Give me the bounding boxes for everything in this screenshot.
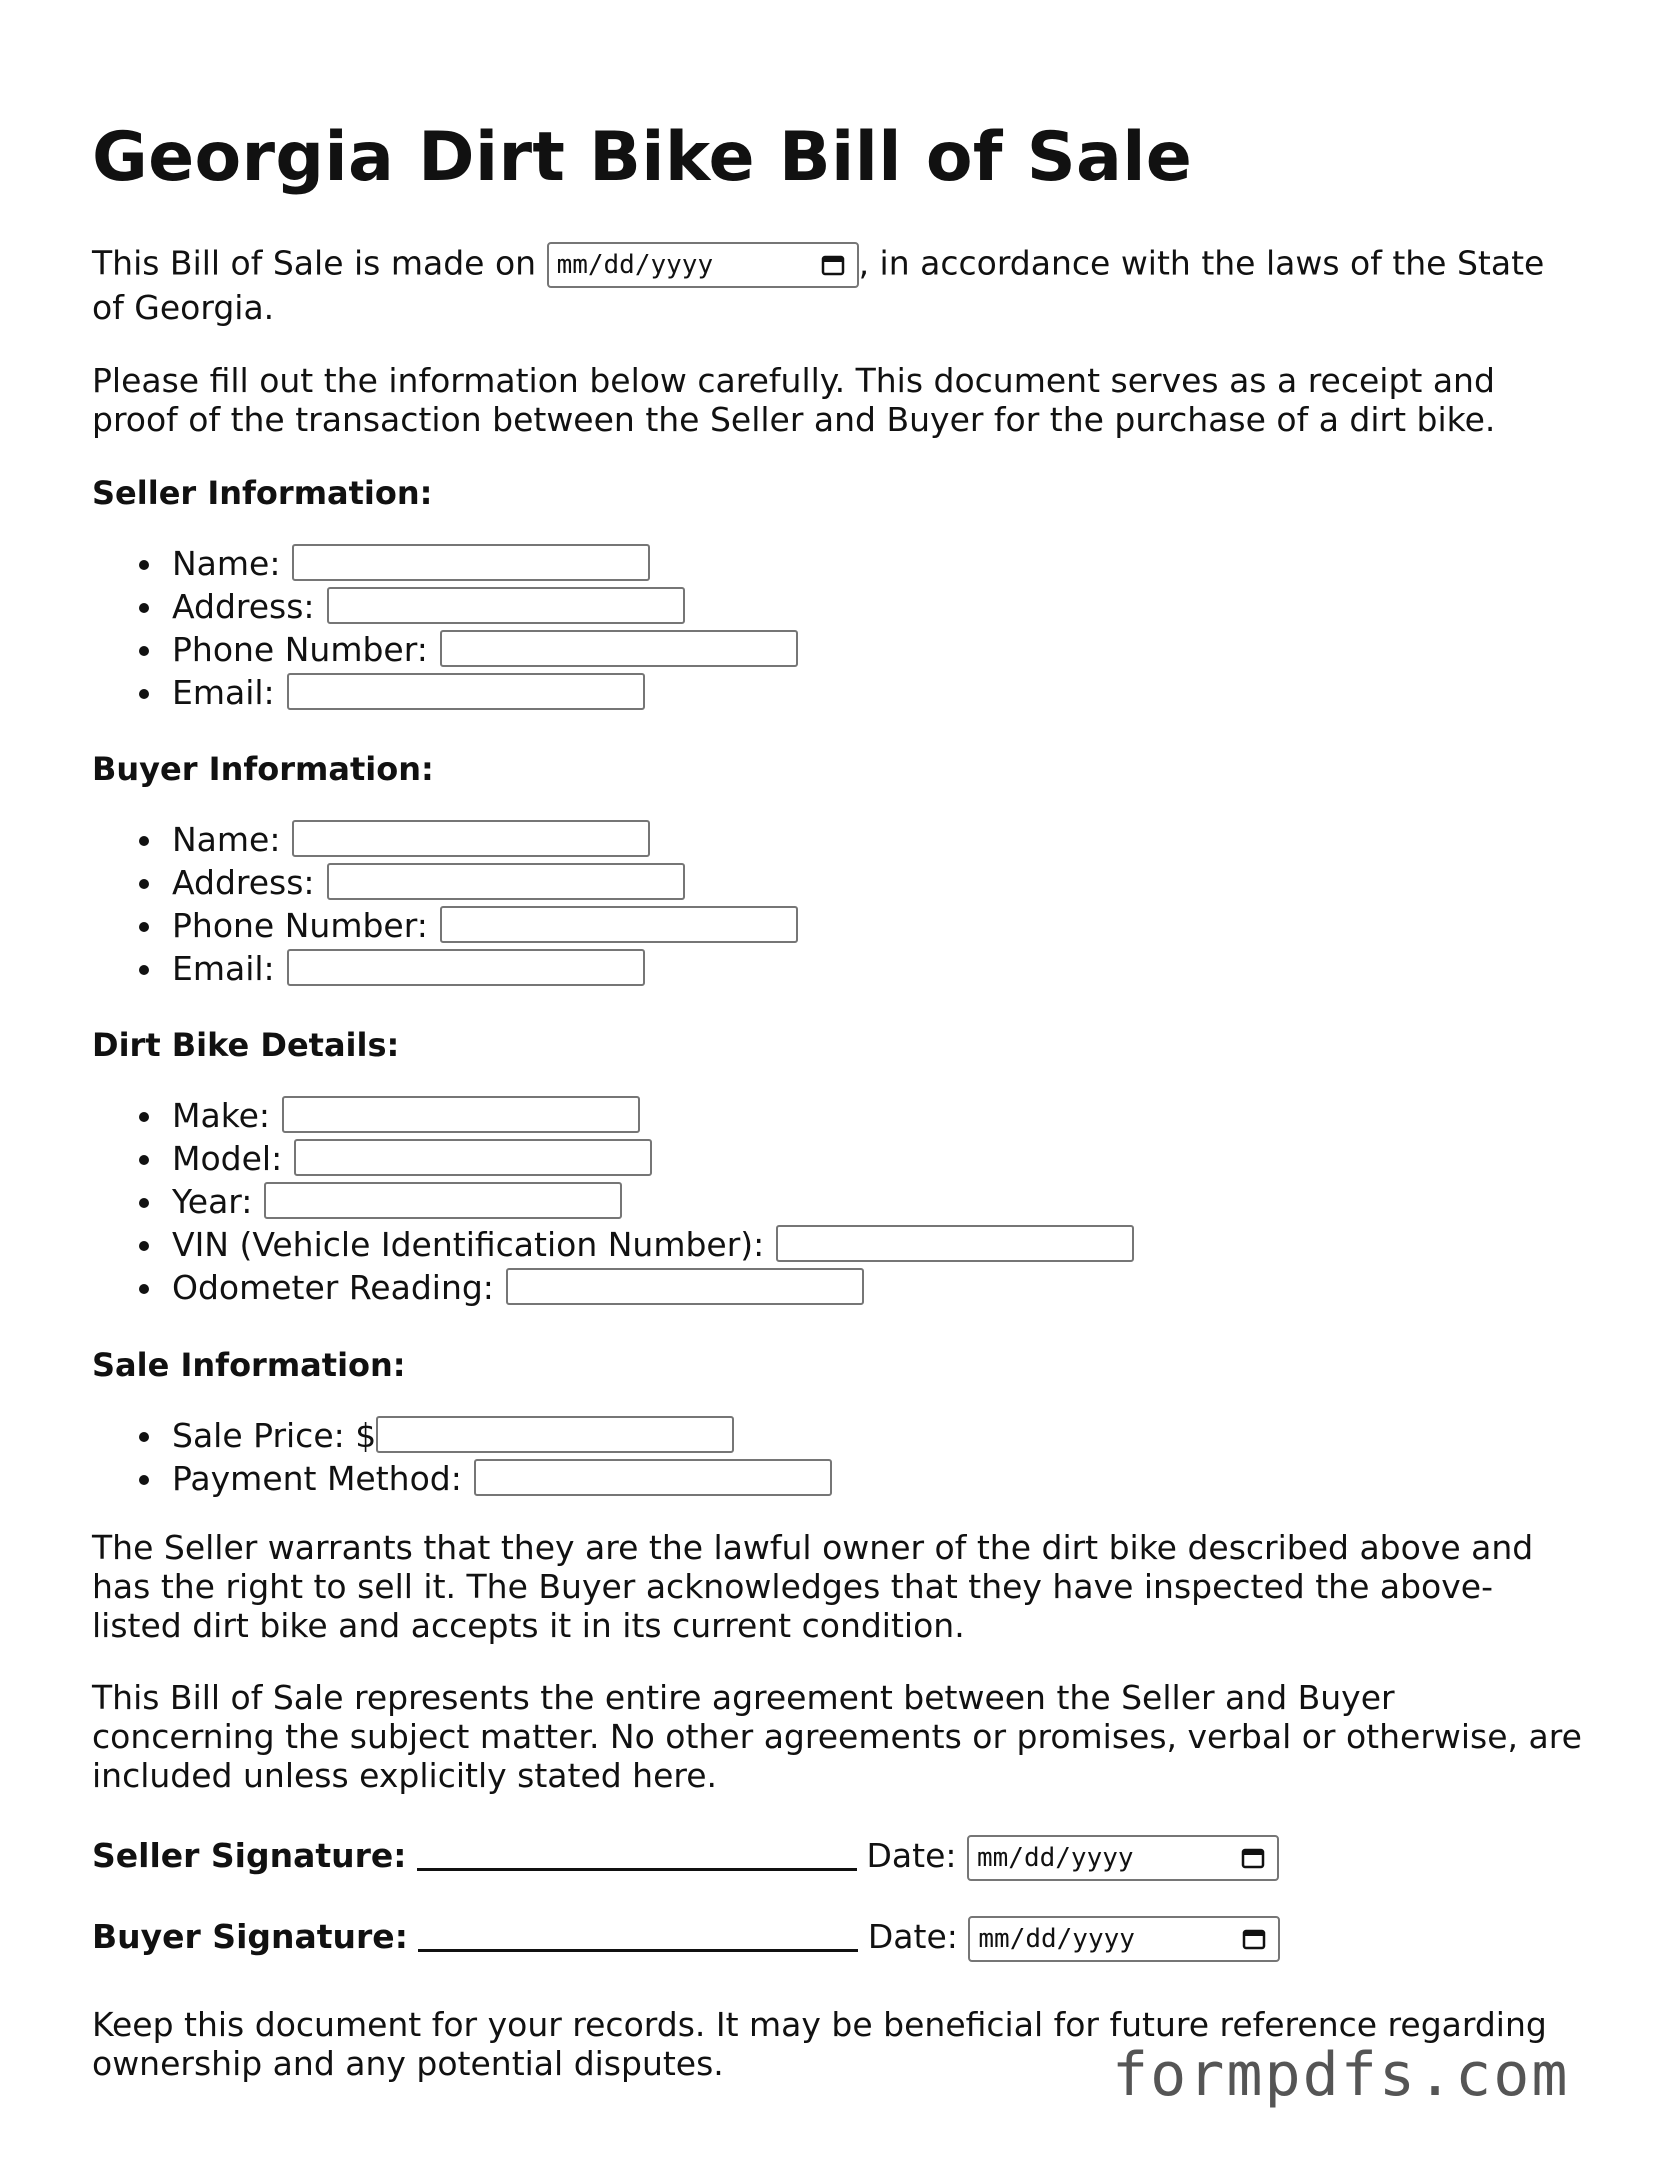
seller-phone-input[interactable]	[440, 630, 798, 667]
bike-odometer-input[interactable]	[506, 1268, 864, 1305]
buyer-date-placeholder: mm/dd/yyyy	[978, 1923, 1135, 1954]
buyer-date-label: Date:	[867, 1917, 958, 1956]
buyer-email-item	[92, 947, 798, 990]
calendar-icon[interactable]	[1242, 1928, 1266, 1950]
buyer-address-input[interactable]	[327, 863, 685, 900]
buyer-phone-label: Phone Number:	[172, 906, 428, 945]
intro-suffix: , in accordance with the laws of the State of Georgia.	[92, 243, 1545, 327]
sale-date-input[interactable]	[547, 242, 859, 288]
seller-fields	[92, 542, 798, 714]
intro-paragraph	[92, 242, 1582, 327]
seller-email-item	[92, 671, 798, 714]
bike-vin-input[interactable]	[776, 1225, 1134, 1262]
buyer-address-label: Address:	[172, 863, 315, 902]
bike-make-label: Make:	[172, 1096, 271, 1135]
bike-vin-item	[92, 1223, 1134, 1266]
seller-address-input[interactable]	[327, 587, 685, 624]
bike-year-item	[92, 1180, 1134, 1223]
buyer-name-input[interactable]	[292, 820, 650, 857]
seller-date-input[interactable]	[967, 1835, 1279, 1881]
sale-price-label: Sale Price: $	[172, 1416, 377, 1455]
seller-date-label: Date:	[866, 1836, 957, 1875]
seller-signature-label: Seller Signature:	[92, 1836, 407, 1875]
seller-name-label: Name:	[172, 544, 281, 583]
bike-year-label: Year:	[172, 1182, 253, 1221]
page-title: Georgia Dirt Bike Bill of Sale	[92, 118, 1193, 197]
bike-make-input[interactable]	[282, 1096, 640, 1133]
buyer-email-label: Email:	[172, 949, 275, 988]
sale-date-placeholder: mm/dd/yyyy	[556, 250, 714, 280]
closing-paragraph: Keep this document for your records. It may be beneficial for future reference regarding ownership and any potential disputes.	[92, 2005, 1547, 2083]
bike-year-input[interactable]	[264, 1182, 622, 1219]
payment-method-label: Payment Method:	[172, 1459, 462, 1498]
seller-email-input[interactable]	[287, 673, 645, 710]
seller-heading: Seller Information:	[92, 474, 433, 512]
buyer-heading: Buyer Information:	[92, 750, 434, 788]
watermark: formpdfs.com	[1112, 2040, 1570, 2110]
intro-prefix: This Bill of Sale is made on	[92, 243, 537, 283]
buyer-date-input[interactable]	[968, 1916, 1280, 1962]
buyer-phone-input[interactable]	[440, 906, 798, 943]
seller-address-item	[92, 585, 798, 628]
calendar-icon[interactable]	[1241, 1847, 1265, 1869]
warranty-paragraph: The Seller warrants that they are the lawful owner of the dirt bike described above and has the right to sell it. The Buyer acknowledges that they have inspected the above-listed dirt bike and accepts it in its current condition.	[92, 1528, 1534, 1645]
bike-odometer-item	[92, 1266, 1134, 1309]
sale-fields	[92, 1414, 832, 1500]
sale-price-item	[92, 1414, 832, 1457]
seller-signature-line[interactable]	[417, 1838, 857, 1871]
sale-heading: Sale Information:	[92, 1346, 406, 1384]
bike-odometer-label: Odometer Reading:	[172, 1268, 494, 1307]
seller-signature-row	[92, 1833, 1279, 1881]
calendar-icon[interactable]	[821, 254, 845, 276]
seller-name-input[interactable]	[292, 544, 650, 581]
payment-method-input[interactable]	[474, 1459, 832, 1496]
buyer-signature-label: Buyer Signature:	[92, 1917, 408, 1956]
buyer-name-item	[92, 818, 798, 861]
bike-make-item	[92, 1094, 1134, 1137]
seller-phone-label: Phone Number:	[172, 630, 428, 669]
payment-method-item	[92, 1457, 832, 1500]
seller-date-placeholder: mm/dd/yyyy	[977, 1842, 1134, 1873]
bike-model-item	[92, 1137, 1134, 1180]
sale-price-input[interactable]	[376, 1416, 734, 1453]
buyer-address-item	[92, 861, 798, 904]
bike-heading: Dirt Bike Details:	[92, 1026, 400, 1064]
seller-email-label: Email:	[172, 673, 275, 712]
bike-fields	[92, 1094, 1134, 1309]
bike-model-label: Model:	[172, 1139, 283, 1178]
buyer-fields	[92, 818, 798, 990]
buyer-name-label: Name:	[172, 820, 281, 859]
seller-address-label: Address:	[172, 587, 315, 626]
buyer-phone-item	[92, 904, 798, 947]
buyer-signature-line[interactable]	[418, 1919, 858, 1952]
seller-name-item	[92, 542, 798, 585]
seller-phone-item	[92, 628, 798, 671]
bike-model-input[interactable]	[294, 1139, 652, 1176]
buyer-email-input[interactable]	[287, 949, 645, 986]
entire-agreement-paragraph: This Bill of Sale represents the entire agreement between the Seller and Buyer concerning the subject matter. No other agreements or promises, verbal or otherwise, are included unless explicitly stated here.	[92, 1678, 1582, 1795]
bike-vin-label: VIN (Vehicle Identification Number):	[172, 1225, 765, 1264]
buyer-signature-row	[92, 1914, 1280, 1962]
instructions-paragraph: Please fill out the information below carefully. This document serves as a receipt and proof of the transaction between the Seller and Buyer for the purchase of a dirt bike.	[92, 361, 1496, 439]
